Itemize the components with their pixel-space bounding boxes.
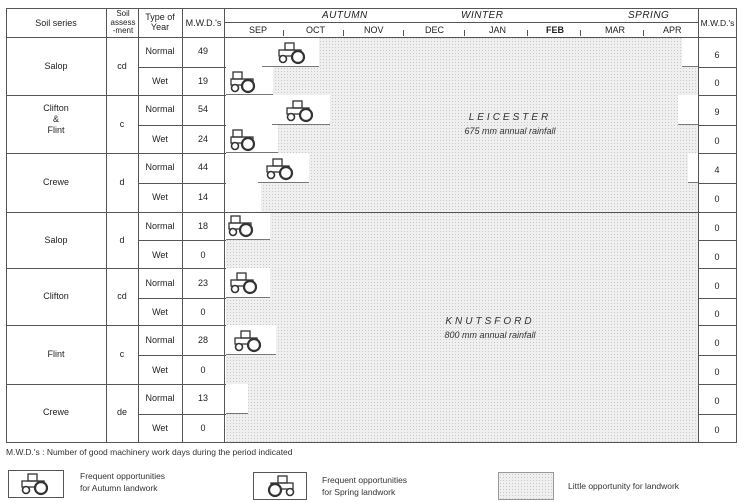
month-jan: JAN: [489, 25, 507, 35]
half-sep-6: [138, 355, 226, 356]
mwd-normal: 49: [197, 46, 208, 56]
mwd-right: 0: [714, 281, 720, 291]
col-line-1: [106, 8, 107, 443]
mwd-wet: 14: [197, 192, 208, 202]
season-spring: SPRING: [628, 10, 670, 21]
border-right: [736, 8, 737, 443]
type-normal: Normal: [145, 278, 175, 288]
region-leicester: LEICESTER: [468, 112, 552, 123]
bar-end-4: [226, 152, 278, 153]
month-nov: NOV: [364, 25, 384, 35]
month-apr: APR: [663, 25, 682, 35]
series-clifton-2: Clifton: [43, 291, 69, 301]
legend-little-text: Little opportunity for landwork: [568, 481, 680, 491]
mwd-normal: 13: [197, 393, 208, 403]
border-bottom: [6, 442, 736, 443]
bar-end-6: [226, 239, 270, 240]
mwd-right: 0: [714, 223, 720, 233]
month-oct: OCT: [306, 25, 325, 35]
month-tick: [527, 30, 528, 36]
series-flint-line: Flint: [47, 125, 65, 135]
legend-spring-line1: Frequent opportunities: [322, 475, 408, 485]
bar-end-1: [262, 66, 319, 67]
series-salop-1: Salop: [44, 61, 68, 71]
type-wet: Wet: [152, 192, 168, 202]
month-tick: [580, 30, 581, 36]
right-sep-2: [698, 153, 736, 154]
type-wet: Wet: [152, 307, 168, 317]
type-wet: Wet: [152, 76, 168, 86]
legend-spring-text: [322, 474, 407, 498]
type-normal: Normal: [145, 335, 175, 345]
mwd-right: 4: [714, 165, 720, 175]
series-flint: Flint: [47, 349, 65, 359]
series-salop-2: Salop: [44, 235, 68, 245]
mwd-right: 0: [714, 338, 720, 348]
right-sep-4: [698, 268, 736, 269]
rhalf-sep-5: [698, 298, 736, 299]
header-type-of-year: Type of Year: [145, 12, 175, 32]
season-winter: WINTER: [461, 10, 504, 21]
spring-bar-2: [678, 124, 698, 125]
bar-end-9: [226, 413, 248, 414]
mwd-wet: 19: [197, 76, 208, 86]
type-normal: Normal: [145, 104, 175, 114]
mwd-right: 0: [714, 194, 720, 204]
bar-end-3: [272, 124, 330, 125]
mwd-right: 6: [714, 50, 720, 60]
region-knutsford: KNUTSFORD: [445, 316, 535, 327]
series-clifton-flint: [6, 103, 106, 136]
rhalf-sep-7: [698, 414, 736, 415]
header-soil-assessment: Soil assess -ment: [110, 9, 136, 35]
spring-white-salop-normal: [682, 37, 698, 67]
half-sep-5: [138, 298, 226, 299]
spring-bar-1: [682, 66, 698, 67]
type-wet: Wet: [152, 365, 168, 375]
mwd-right: 0: [714, 309, 720, 319]
tractor-icon: [228, 271, 262, 295]
legend-autumn-line1: Frequent opportunities: [80, 471, 166, 481]
season-autumn: AUTUMN: [322, 10, 368, 21]
tractor-icon: [226, 214, 260, 238]
type-wet: Wet: [152, 250, 168, 260]
header-bottom: [6, 37, 736, 38]
type-wet: Wet: [152, 423, 168, 433]
mwd-normal: 44: [197, 162, 208, 172]
month-sep: SEP: [249, 25, 268, 35]
legend-spring-line2: for Spring landwork: [322, 487, 396, 497]
border-left: [6, 8, 7, 443]
series-ampersand-line: &: [52, 114, 59, 124]
type-wet: Wet: [152, 134, 168, 144]
type-normal: Normal: [145, 221, 175, 231]
series-crewe-2: Crewe: [42, 407, 69, 417]
assessment: cd: [117, 291, 127, 301]
legend-autumn-swatch: [8, 470, 64, 498]
mwd-normal: 28: [197, 335, 208, 345]
month-header-line: [224, 22, 698, 23]
month-tick: [283, 30, 284, 36]
header-mwd-right: M.W.D.'s: [700, 18, 735, 28]
series-crewe-1: Crewe: [42, 177, 69, 187]
mwd-right: 0: [714, 425, 720, 435]
group-sep-4: [6, 268, 226, 269]
legend-spring-swatch: [253, 472, 307, 500]
month-tick: [464, 30, 465, 36]
tractor-icon: [19, 472, 53, 496]
month-tick: [403, 30, 404, 36]
spring-white-crewe-normal: [688, 153, 698, 183]
month-tick: [343, 30, 344, 36]
legend-autumn-text: [80, 470, 165, 494]
rhalf-sep-1: [698, 67, 736, 68]
group-sep-2: [6, 153, 226, 154]
rhalf-sep-2: [698, 125, 736, 126]
group-sep-6: [6, 384, 226, 385]
spring-white-clifton-normal: [678, 95, 698, 125]
mwd-normal: 54: [197, 104, 208, 114]
group-sep-1: [6, 95, 226, 96]
tractor-icon: [284, 99, 318, 123]
mwd-wet: 0: [200, 250, 206, 260]
tractor-icon: [232, 329, 266, 353]
col-line-4: [224, 8, 225, 443]
tractor-icon: [263, 474, 297, 498]
legend-little-swatch: [498, 472, 554, 500]
knutsford-stipple: [226, 212, 698, 442]
group-sep-5: [6, 325, 226, 326]
mwd-right: 0: [714, 396, 720, 406]
mwd-normal: 23: [197, 278, 208, 288]
autumn-white-crewe-wet: [226, 183, 261, 212]
type-normal: Normal: [145, 393, 175, 403]
month-tick: [643, 30, 644, 36]
right-sep-6: [698, 384, 736, 385]
right-sep-5: [698, 325, 736, 326]
half-sep-3: [138, 183, 226, 184]
mwd-wet: 0: [200, 307, 206, 317]
spring-bar-3: [688, 182, 698, 183]
tractor-icon: [228, 128, 262, 152]
mwd-right: 0: [714, 136, 720, 146]
series-clifton-line: Clifton: [43, 103, 69, 113]
mwd-right: 9: [714, 107, 720, 117]
half-sep-2: [138, 125, 226, 126]
assessment: d: [119, 177, 125, 187]
rhalf-sep-4: [698, 240, 736, 241]
bar-end-8: [226, 354, 276, 355]
mwd-right: 0: [714, 78, 720, 88]
half-sep-7: [138, 414, 226, 415]
assessment: c: [119, 349, 125, 359]
header-soil-series: Soil series: [35, 18, 77, 28]
tractor-icon: [276, 41, 310, 65]
mwd-right: 0: [714, 252, 720, 262]
tractor-icon: [264, 157, 298, 181]
half-sep-4: [138, 240, 226, 241]
assessment: c: [119, 119, 125, 129]
region-sep: [6, 212, 736, 213]
assessment: cd: [117, 61, 127, 71]
mwd-wet: 24: [197, 134, 208, 144]
footnote: M.W.D.'s : Number of good machinery work days during the period indicated: [6, 447, 293, 457]
right-sep-1: [698, 95, 736, 96]
rhalf-sep-6: [698, 355, 736, 356]
rainfall-leicester: 675 mm annual rainfall: [464, 126, 556, 136]
month-feb: FEB: [546, 25, 564, 35]
header-mwd-left: M.W.D.'s: [185, 18, 222, 28]
month-mar: MAR: [605, 25, 625, 35]
rhalf-sep-3: [698, 183, 736, 184]
tractor-icon: [228, 70, 262, 94]
mwd-wet: 0: [200, 365, 206, 375]
rainfall-knutsford: 800 mm annual rainfall: [444, 330, 536, 340]
bar-end-5: [258, 182, 309, 183]
bar-end-2: [226, 94, 273, 95]
half-sep-1: [138, 67, 226, 68]
bar-end-7: [226, 297, 270, 298]
type-normal: Normal: [145, 162, 175, 172]
assessment: d: [119, 235, 125, 245]
autumn-white-crewe2-normal: [226, 384, 248, 414]
assessment: de: [116, 407, 127, 417]
legend-autumn-line2: for Autumn landwork: [80, 483, 158, 493]
month-dec: DEC: [425, 25, 445, 35]
mwd-wet: 0: [200, 423, 206, 433]
type-normal: Normal: [145, 46, 175, 56]
mwd-right: 0: [714, 367, 720, 377]
mwd-normal: 18: [197, 221, 208, 231]
